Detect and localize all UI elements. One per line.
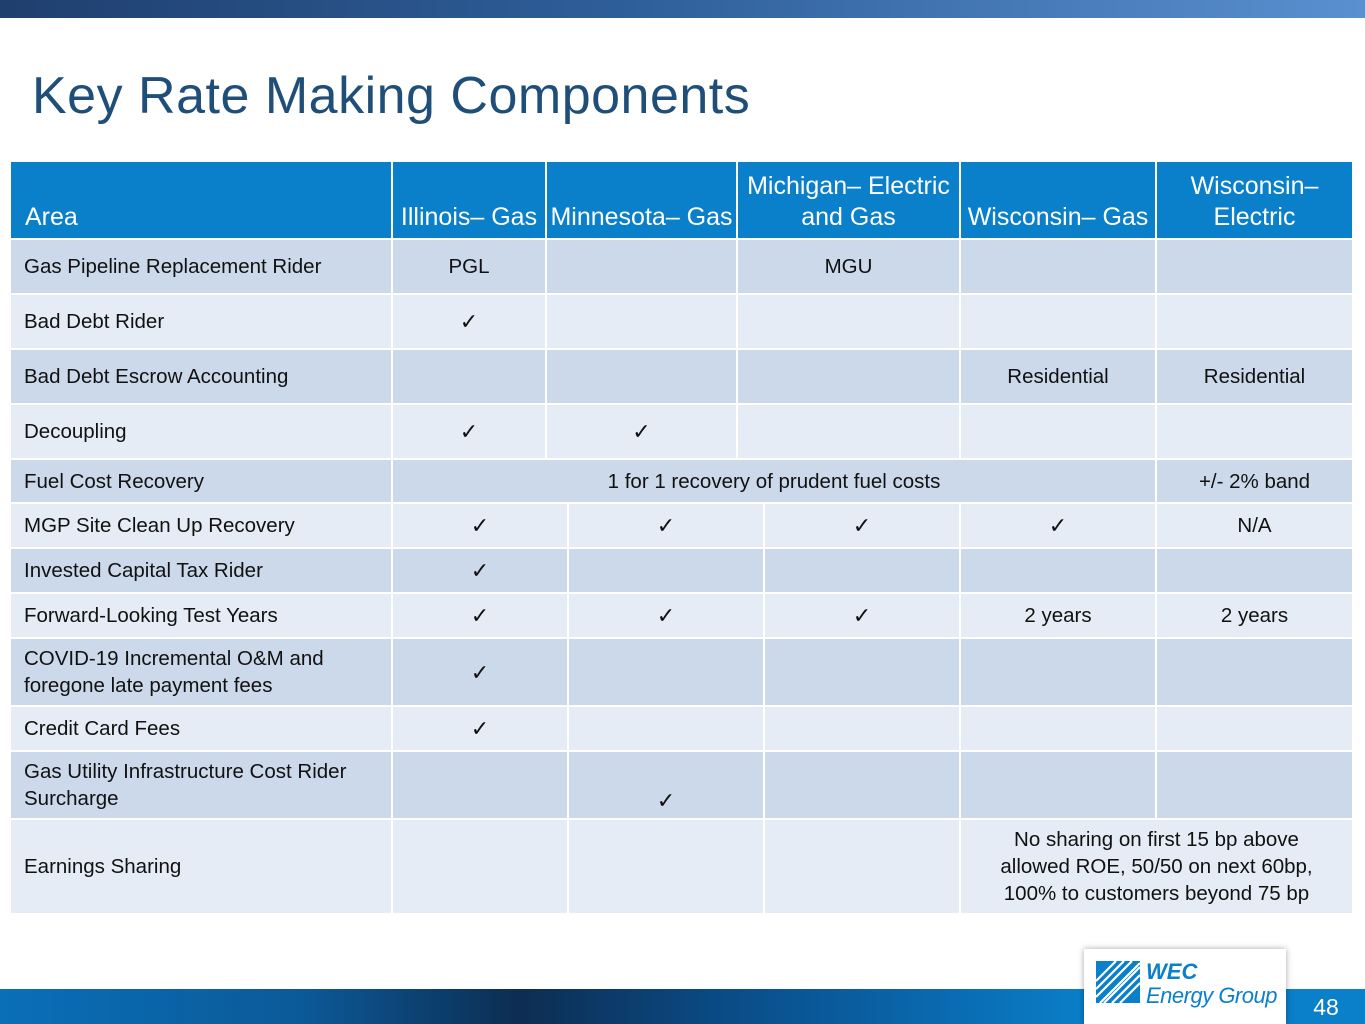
row-area: Earnings Sharing (11, 820, 391, 913)
cell-minnesota (569, 820, 763, 913)
cell-wisconsin-electric (1157, 240, 1352, 293)
cell-michigan: ✓ (765, 594, 959, 637)
cell-wisconsin-electric (1157, 707, 1352, 750)
row-area: COVID-19 Incremental O&M and foregone late payment fees (11, 639, 391, 705)
cell-minnesota: ✓ (569, 752, 763, 818)
cell-span-fuel-cost: 1 for 1 recovery of prudent fuel costs (393, 460, 1155, 502)
cell-wisconsin-electric (1157, 752, 1352, 818)
logo-text-energy-group: Energy Group (1146, 983, 1277, 1008)
cell-wisconsin-electric (1157, 639, 1352, 705)
cell-wisconsin-electric: Residential (1157, 350, 1352, 403)
row-area: MGP Site Clean Up Recovery (11, 504, 391, 547)
cell-illinois: ✓ (393, 295, 545, 348)
row-area: Bad Debt Escrow Accounting (11, 350, 391, 403)
cell-wisconsin-gas (961, 240, 1155, 293)
cell-illinois: ✓ (393, 594, 567, 637)
row-area: Credit Card Fees (11, 707, 391, 750)
cell-wisconsin-gas (961, 405, 1155, 458)
cell-michigan (765, 820, 959, 913)
cell-wisconsin-electric: +/- 2% band (1157, 460, 1352, 502)
cell-wisconsin-electric (1157, 295, 1352, 348)
cell-wisconsin-electric: N/A (1157, 504, 1352, 547)
cell-span-earnings-sharing: No sharing on first 15 bp above allowed ROE, 50/50 on next 60bp, 100% to customers beyond 75 bp (961, 820, 1352, 913)
cell-minnesota: ✓ (569, 504, 763, 547)
cell-michigan (738, 405, 959, 458)
company-logo (1084, 949, 1286, 1024)
cell-minnesota (547, 240, 736, 293)
cell-wisconsin-electric (1157, 549, 1352, 592)
cell-wisconsin-gas (961, 295, 1155, 348)
row-area: Forward-Looking Test Years (11, 594, 391, 637)
header-wisconsin-gas: Wisconsin– Gas (961, 162, 1155, 238)
cell-illinois: ✓ (393, 549, 567, 592)
header-illinois: Illinois– Gas (393, 162, 545, 238)
cell-michigan (765, 707, 959, 750)
cell-illinois: ✓ (393, 639, 567, 705)
row-area: Gas Utility Infrastructure Cost Rider Surcharge (11, 752, 391, 818)
cell-illinois (393, 752, 567, 818)
cell-michigan: MGU (738, 240, 959, 293)
row-area: Bad Debt Rider (11, 295, 391, 348)
cell-michigan (738, 295, 959, 348)
cell-wisconsin-gas: ✓ (961, 504, 1155, 547)
cell-minnesota (547, 350, 736, 403)
cell-michigan: ✓ (765, 504, 959, 547)
cell-minnesota (569, 549, 763, 592)
cell-michigan (765, 549, 959, 592)
cell-illinois (393, 820, 567, 913)
cell-wisconsin-gas: Residential (961, 350, 1155, 403)
cell-illinois: ✓ (393, 707, 567, 750)
cell-wisconsin-gas (961, 639, 1155, 705)
cell-minnesota: ✓ (569, 594, 763, 637)
row-area: Fuel Cost Recovery (11, 460, 391, 502)
cell-michigan (738, 350, 959, 403)
cell-minnesota (569, 707, 763, 750)
cell-wisconsin-electric: 2 years (1157, 594, 1352, 637)
top-accent-bar (0, 0, 1365, 18)
cell-michigan (765, 752, 959, 818)
cell-illinois: ✓ (393, 504, 567, 547)
cell-wisconsin-gas (961, 752, 1155, 818)
cell-minnesota (547, 295, 736, 348)
header-area: Area (11, 162, 391, 238)
header-michigan: Michigan– Electric and Gas (738, 162, 959, 238)
cell-wisconsin-gas (961, 549, 1155, 592)
cell-wisconsin-gas: 2 years (961, 594, 1155, 637)
cell-illinois: ✓ (393, 405, 545, 458)
cell-illinois: PGL (393, 240, 545, 293)
cell-michigan (765, 639, 959, 705)
header-minnesota: Minnesota– Gas (547, 162, 736, 238)
row-area: Decoupling (11, 405, 391, 458)
wec-logo-mark-icon (1096, 961, 1140, 1003)
header-wisconsin-electric: Wisconsin– Electric (1157, 162, 1352, 238)
cell-minnesota (569, 639, 763, 705)
logo-text-wec: WEC (1146, 959, 1198, 984)
page-title: Key Rate Making Components (32, 67, 751, 125)
row-area: Gas Pipeline Replacement Rider (11, 240, 391, 293)
row-area: Invested Capital Tax Rider (11, 549, 391, 592)
cell-wisconsin-gas (961, 707, 1155, 750)
cell-illinois (393, 350, 545, 403)
cell-wisconsin-electric (1157, 405, 1352, 458)
page-number: 48 (1313, 994, 1339, 1020)
cell-minnesota: ✓ (547, 405, 736, 458)
